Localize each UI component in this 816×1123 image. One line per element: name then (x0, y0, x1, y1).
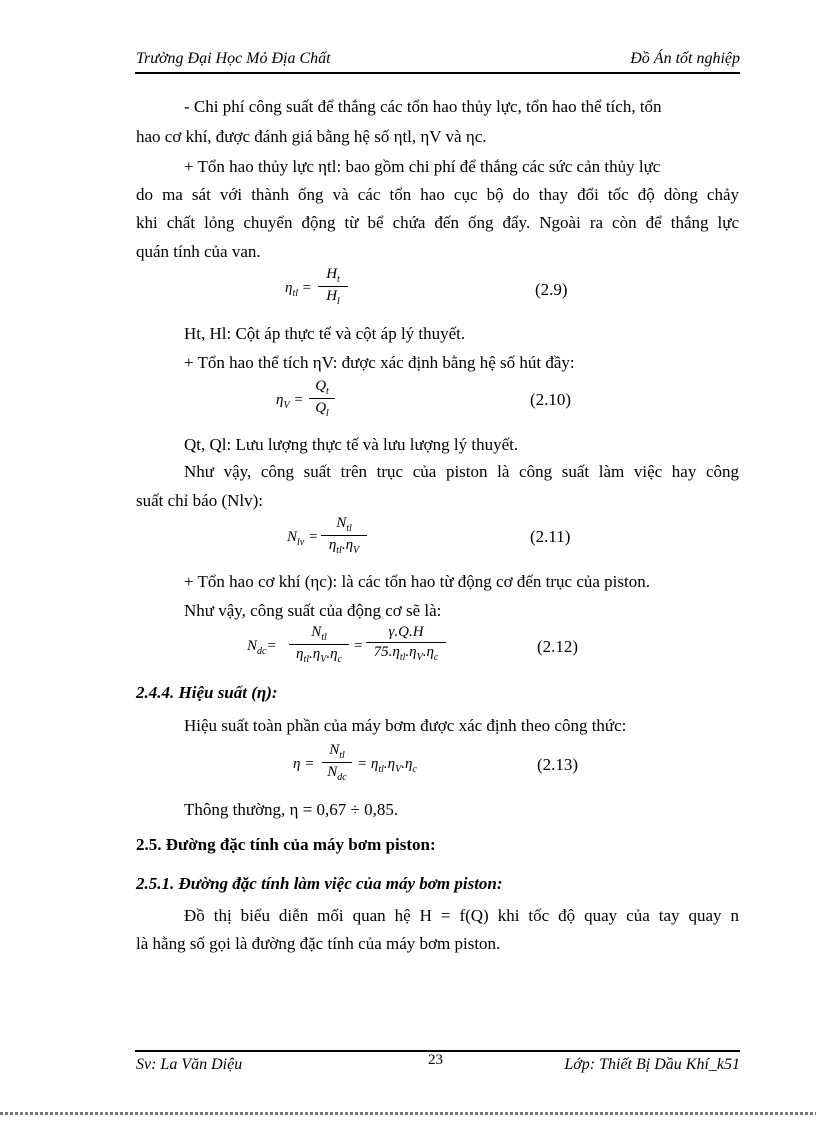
p1-line1: - Chi phí công suất để thắng các tổn hao thủy lực, tổn hao thể tích, tổn (184, 97, 662, 116)
p1-line2: hao cơ khí, được đánh giá bằng hệ số ηtl, ηV và ηc. (136, 127, 487, 146)
p3-line2: suất chỉ báo (Nlv): (136, 491, 263, 510)
p2-line2: do ma sát với thành ống và các tổn hao cục bộ do thay đổi tốc độ dòng chảy (136, 185, 739, 204)
heading-2-5-1: 2.5.1. Đường đặc tính làm việc của máy bơm piston: (136, 874, 503, 893)
motor-power-def: Như vậy, công suất của động cơ sẽ là: (184, 601, 442, 620)
p2-line4: quán tính của van. (136, 242, 261, 261)
p2-line1: + Tổn hao thủy lực ηtl: bao gồm chi phí để thắng các sức cản thủy lực (184, 157, 661, 176)
p4-line2: là hằng số gọi là đường đặc tính của máy bơm piston. (136, 934, 501, 953)
volume-loss-def: + Tổn hao thể tích ηV: được xác định bằng hệ số hút đầy: (184, 353, 575, 372)
footer-student: Sv: La Văn Diệu (136, 1056, 243, 1073)
mech-loss-def: + Tổn hao cơ khí (ηc): là các tổn hao từ động cơ đến trục của piston. (184, 572, 650, 591)
page-edge-shadow (0, 1112, 816, 1115)
heading-2-5: 2.5. Đường đặc tính của máy bơm piston: (136, 835, 436, 854)
qt-definition: Qt, Ql: Lưu lượng thực tế và lưu lượng lý thuyết. (184, 435, 519, 454)
eq-2-9-number: (2.9) (535, 280, 568, 299)
eq-2-11-number: (2.11) (530, 527, 571, 546)
p3-line1: Như vậy, công suất trên trục của piston là công suất làm việc hay công (184, 462, 739, 481)
p2-line3: khi chất lỏng chuyển động từ bể chứa đến ống đẩy. Ngoài ra còn để thắng lực (136, 213, 739, 232)
efficiency-def: Hiệu suất toàn phần của máy bơm được xác định theo công thức: (184, 716, 627, 735)
header-rule (135, 72, 740, 74)
eq-2-13-number: (2.13) (537, 755, 579, 774)
ht-definition: Ht, Hl: Cột áp thực tế và cột áp lý thuyết. (184, 324, 466, 343)
page-number: 23 (428, 1052, 443, 1068)
header-school: Trường Đại Học Mỏ Địa Chất (136, 50, 331, 67)
p4-line1: Đồ thị biểu diễn mối quan hệ H = f(Q) khi tốc độ quay của tay quay n (184, 906, 739, 925)
header-project: Đồ Án tốt nghiệp (630, 50, 740, 67)
eq-2-10-number: (2.10) (530, 390, 572, 409)
eq-2-12-number: (2.12) (537, 637, 579, 656)
heading-2-4-4: 2.4.4. Hiệu suất (η): (136, 683, 278, 702)
normal-range: Thông thường, η = 0,67 ÷ 0,85. (184, 800, 399, 819)
footer-class: Lớp: Thiết Bị Dầu Khí_k51 (564, 1056, 740, 1073)
